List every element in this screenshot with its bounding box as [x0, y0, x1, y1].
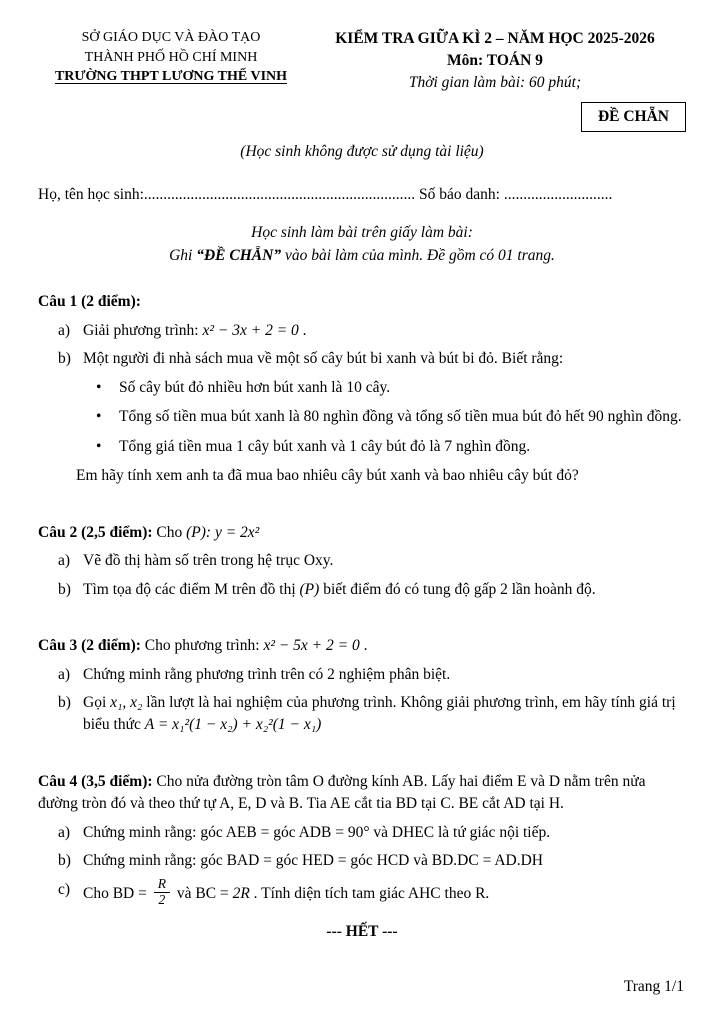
bullet-icon: •	[96, 378, 102, 396]
student-id-label: Số báo danh:	[419, 185, 500, 203]
authority-line2: THÀNH PHỐ HỒ CHÍ MINH	[84, 49, 258, 65]
student-name-field: ......................................................................	[143, 185, 416, 203]
bullet-item	[96, 436, 686, 458]
text-segment: Ghi	[169, 246, 197, 264]
math-expression: 2R	[232, 884, 250, 902]
text-segment: Cho BD =	[83, 884, 151, 902]
exam-duration: Thời gian làm bài: 60 phút;	[408, 74, 582, 91]
exam-code-row	[38, 102, 686, 132]
question-2-title: Câu 2 (2,5 điểm):	[38, 523, 153, 541]
question-1-heading	[38, 291, 686, 313]
math-expression: (P): y = 2x²	[186, 523, 260, 541]
question-1-part-a	[38, 320, 686, 342]
authority-line1: SỞ GIÁO DỤC VÀ ĐÀO TẠO	[81, 30, 261, 45]
question-4-title: Câu 4 (3,5 điểm):	[38, 772, 153, 790]
math-expression: x² − 5x + 2 = 0	[263, 637, 360, 655]
part-text: Một người đi nhà sách mua về một số cây bút bi xanh và bút bi đỏ. Biết rằng:	[83, 350, 564, 368]
text-segment: . Tính diện tích tam giác AHC theo R.	[249, 884, 490, 902]
text-segment: lần lượt là hai nghiệm của phương trình. Không giải phương trình, em hãy tính giá trị biểu thức	[83, 693, 676, 734]
page-number: Trang 1/1	[623, 977, 684, 995]
bullet-text: Tổng số tiền mua bút xanh là 80 nghìn đồng và tổng số tiền mua bút đỏ hết 90 nghìn đồng.	[119, 408, 682, 426]
question-3-part-b	[38, 692, 686, 737]
question-1-title: Câu 1 (2 điểm):	[38, 293, 141, 311]
school-name: TRƯỜNG THPT LƯƠNG THẾ VINH	[54, 69, 288, 85]
text-segment: Giải phương trình:	[83, 321, 203, 339]
question-2-heading	[38, 522, 686, 544]
student-id-field: ............................	[503, 185, 613, 203]
question-4	[38, 771, 686, 910]
exam-code-box: ĐỀ CHẴN	[581, 102, 686, 132]
bullet-text: Số cây bút đỏ nhiều hơn bút xanh là 10 cây.	[119, 378, 391, 396]
question-3-heading	[38, 635, 686, 657]
question-1-bullets	[38, 377, 686, 458]
bullet-item	[96, 377, 686, 399]
end-marker: --- HẾT ---	[326, 923, 398, 941]
part-label: c)	[58, 880, 71, 898]
question-3	[38, 635, 686, 737]
part-text: Chứng minh rằng: góc BAD = góc HED = góc HCD và BD.DC = AD.DH	[83, 852, 543, 870]
student-info-line	[38, 184, 686, 206]
part-label: a)	[58, 552, 71, 570]
question-1-part-b	[38, 348, 686, 370]
bullet-text: Tổng giá tiền mua 1 cây bút xanh và 1 cây bút đỏ là 7 nghìn đồng.	[119, 437, 531, 455]
text-segment: .	[359, 637, 368, 655]
question-3-part-a	[38, 664, 686, 686]
math-expression: (P)	[299, 580, 320, 598]
part-label: a)	[58, 321, 71, 339]
text-segment: Gọi	[83, 693, 111, 711]
question-1-footer: Em hãy tính xem anh ta đã mua bao nhiêu cây bút xanh và bao nhiêu cây bút đỏ?	[76, 467, 579, 485]
part-text	[83, 692, 686, 737]
exam-header	[38, 28, 686, 94]
fraction-denominator: 2	[158, 891, 166, 907]
part-label: b)	[58, 693, 71, 711]
question-1	[38, 291, 686, 487]
exam-title: KIỂM TRA GIỮA KÌ 2 – NĂM HỌC 2025-2026	[335, 30, 655, 47]
exam-title-block	[304, 28, 686, 94]
question-4-part-a	[38, 822, 686, 844]
bullet-item	[96, 406, 686, 428]
text-segment: Cho	[152, 523, 187, 541]
part-text: Vẽ đồ thị hàm số trên trong hệ trục Oxy.	[83, 552, 334, 570]
question-2-part-a	[38, 550, 686, 572]
bullet-icon: •	[96, 437, 102, 455]
text-segment: Tìm tọa độ các điểm M trên đồ thị	[83, 580, 300, 598]
question-4-part-b	[38, 850, 686, 872]
part-text	[83, 320, 686, 342]
part-text: Chứng minh rằng phương trình trên có 2 nghiệm phân biệt.	[83, 665, 451, 683]
part-label: b)	[58, 852, 71, 870]
part-text	[83, 579, 686, 601]
text-segment: Cho phương trình:	[140, 637, 264, 655]
part-label: b)	[58, 350, 71, 368]
fraction	[154, 877, 170, 908]
bullet-icon: •	[96, 408, 102, 426]
part-label: a)	[58, 665, 71, 683]
question-3-title: Câu 3 (2 điểm):	[38, 637, 141, 655]
no-materials-notice: (Học sinh không được sử dụng tài liệu)	[240, 143, 484, 161]
part-label: a)	[58, 823, 71, 841]
part-text	[83, 875, 686, 910]
fraction-numerator: R	[154, 877, 170, 893]
instructions-block	[38, 222, 686, 267]
part-label: b)	[58, 580, 71, 598]
exam-subject: Môn: TOÁN 9	[447, 52, 543, 69]
text-segment: và BC =	[173, 884, 233, 902]
text-segment: .	[298, 321, 307, 339]
question-4-part-c	[38, 875, 686, 910]
math-expression: x² − 3x + 2 = 0	[202, 321, 299, 339]
question-2-part-b	[38, 579, 686, 601]
instruction-line2	[38, 245, 686, 267]
math-expression: x₁, x₂	[110, 693, 143, 711]
instruction-line1: Học sinh làm bài trên giấy làm bài:	[251, 224, 473, 242]
issuing-authority-block	[38, 28, 304, 94]
text-segment: biết điểm đó có tung độ gấp 2 lần hoành độ.	[319, 580, 596, 598]
question-2	[38, 522, 686, 601]
text-segment: vào bài làm của mình. Đề gồm có 01 trang.	[281, 246, 555, 264]
part-text: Chứng minh rằng: góc AEB = góc ADB = 90° và DHEC là tứ giác nội tiếp.	[83, 823, 551, 841]
text-segment: Cho nửa đường tròn tâm O đường kính AB. Lấy hai điểm E và D nằm trên nửa đường tròn đó và theo thứ tự A, E, D và B. Tia AE cắt tia BD tại C. BE cắt AD tại H.	[38, 772, 646, 813]
student-name-label: Họ, tên học sinh:	[38, 185, 144, 203]
exam-code-emphasis: “ĐỀ CHẴN”	[196, 246, 282, 264]
math-expression: A = x₁²(1 − x₂) + x₂²(1 − x₁)	[144, 716, 322, 734]
question-4-heading	[38, 771, 686, 816]
